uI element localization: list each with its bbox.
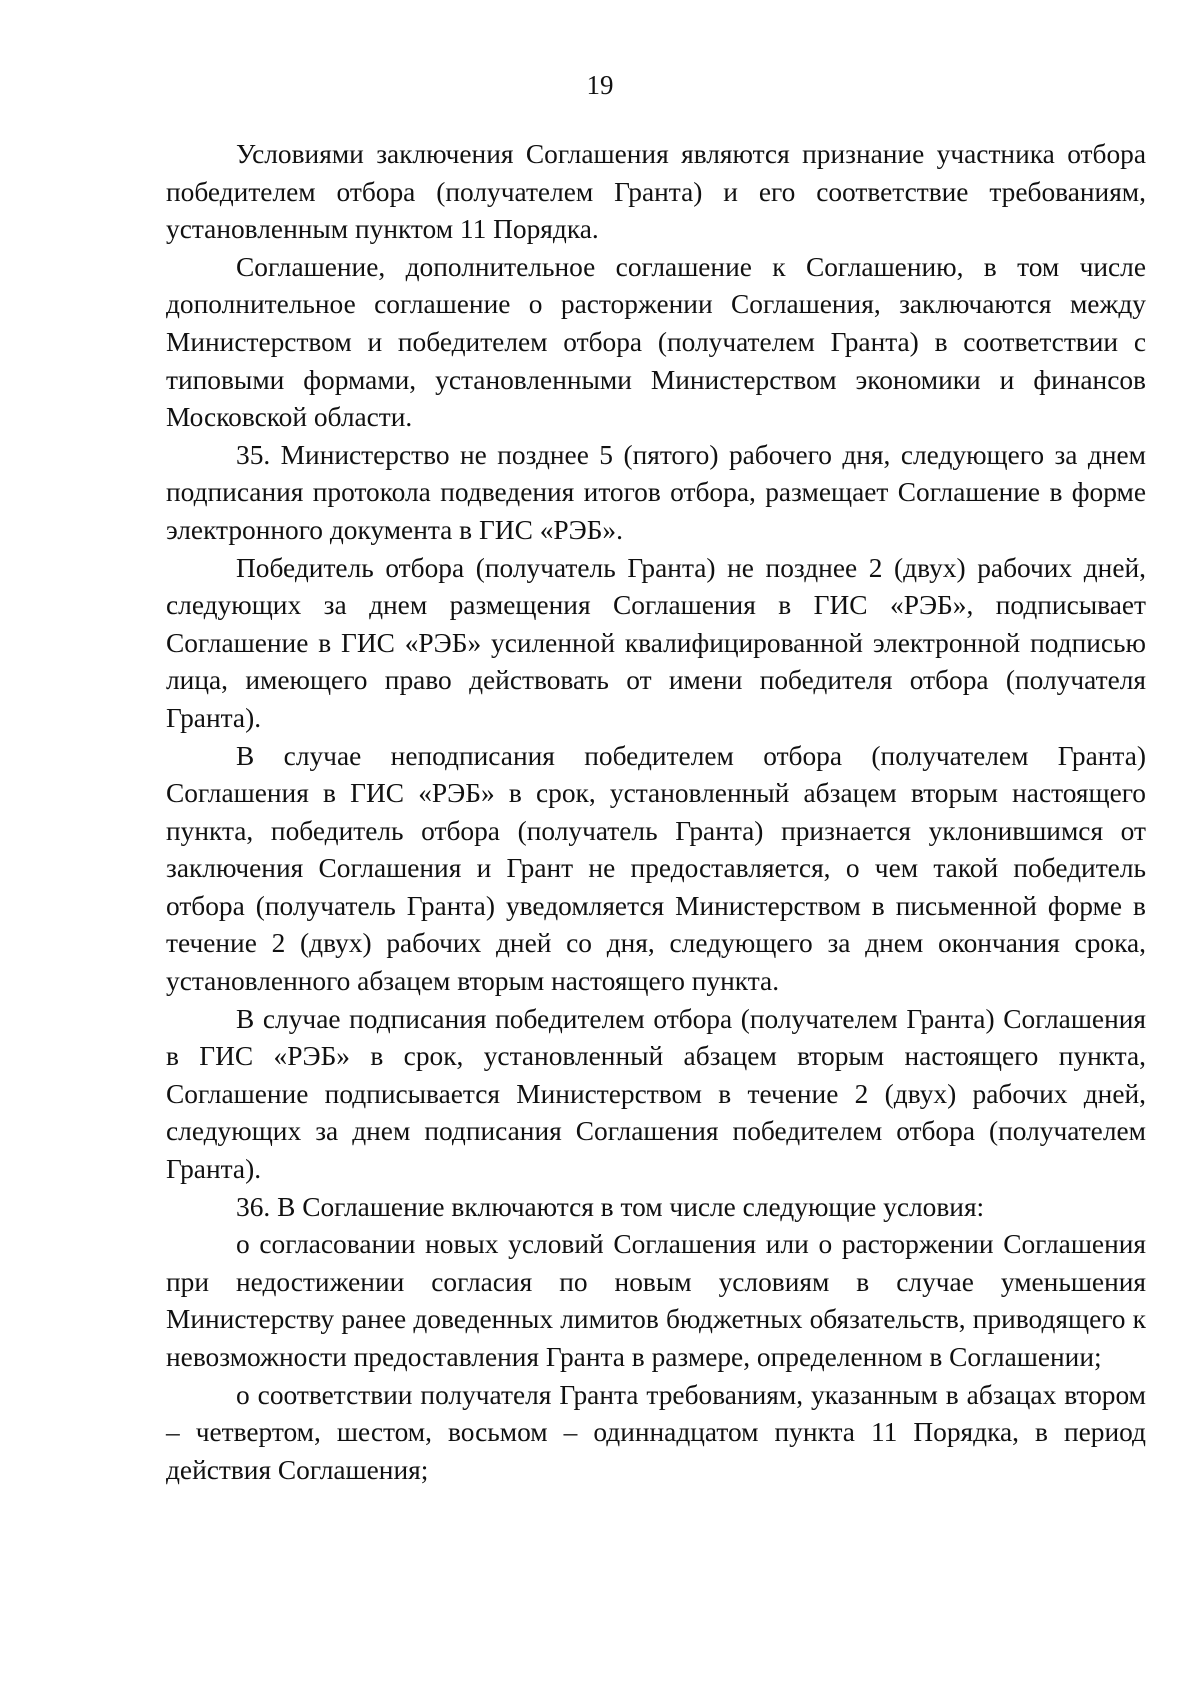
- paragraph-signed: В случае подписания победителем отбора (получателем Гранта) Соглашения в ГИС «РЭБ» в срок, установленный абзацем вторым настоящего пункта, Соглашение подписывается Министерством в течение 2 (двух) рабочих дней, следующих за днем подписания Соглашения победителем отбора (получателем Гранта).: [166, 1003, 1146, 1185]
- paragraph-clause-36: 36. В Соглашение включаются в том числе следующие условия:: [236, 1191, 985, 1222]
- paragraph-conditions-of-agreement: Условиями заключения Соглашения являются признание участника отбора победителем отбора (получателем Гранта) и его соответствие требованиям, установленным пунктом 11 Порядка.: [166, 139, 1146, 245]
- paragraph-condition-new-terms: о согласовании новых условий Соглашения или о расторжении Соглашения при недостижении согласия по новым условиям в случае уменьшения Министерству ранее доведенных лимитов бюджетных обязательств, приводящего к невозможности предоставления Гранта в размере, определенном в Соглашении;: [166, 1229, 1146, 1372]
- paragraph-clause-35: 35. Министерство не позднее 5 (пятого) рабочего дня, следующего за днем подписания протокола подведения итогов отбора, размещает Соглашение в форме электронного документа в ГИС «РЭБ».: [166, 439, 1146, 545]
- paragraph-condition-compliance: о соответствии получателя Гранта требованиям, указанным в абзацах втором – четвертом, шестом, восьмом – одиннадцатом пункта 11 Порядка, в период действия Соглашения;: [166, 1379, 1146, 1485]
- paragraph-agreement-forms: Соглашение, дополнительное соглашение к Соглашению, в том числе дополнительное соглашение о расторжении Соглашения, заключаются между Министерством и победителем отбора (получателем Гранта) в соответствии с типовыми формами, установленными Министерством экономики и финансов Московской области.: [166, 251, 1146, 433]
- paragraph-winner-signs: Победитель отбора (получатель Гранта) не позднее 2 (двух) рабочих дней, следующих за днем размещения Соглашения в ГИС «РЭБ», подписывает Соглашение в ГИС «РЭБ» усиленной квалифицированной электронной подписью лица, имеющего право действовать от имени победителя отбора (получателя Гранта).: [166, 552, 1146, 733]
- paragraph-not-signed: В случае неподписания победителем отбора (получателем Гранта) Соглашения в ГИС «РЭБ» в срок, установленный абзацем вторым настоящего пункта, победитель отбора (получатель Гранта) признается уклонившимся от заключения Соглашения и Грант не предоставляется, о чем такой победитель отбора (получатель Гранта) уведомляется Министерством в письменной форме в течение 2 (двух) рабочих дней со дня, следующего за днем окончания срока, установленного абзацем вторым настоящего пункта.: [166, 740, 1146, 997]
- document-body: [166, 136, 1146, 1489]
- page-number: 19: [586, 70, 614, 100]
